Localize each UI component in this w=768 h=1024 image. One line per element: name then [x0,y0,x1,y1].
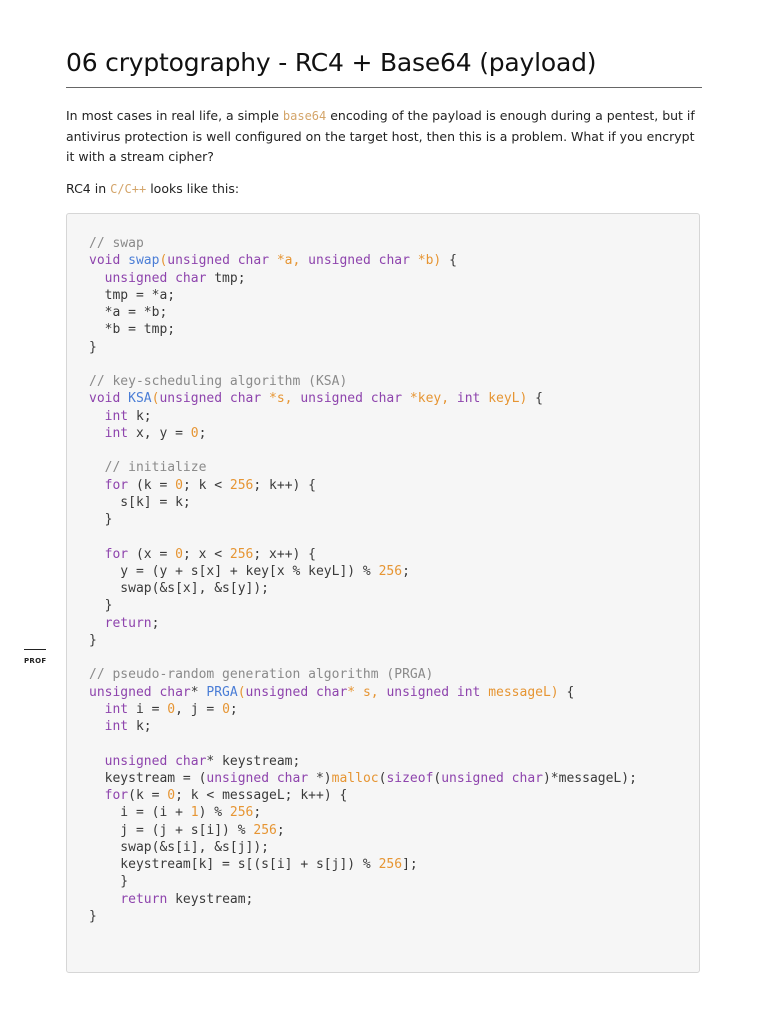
side-nav-label[interactable]: PROF [24,657,47,665]
code-line [89,304,637,321]
code-token: , j = [175,701,223,717]
code-line [89,770,637,787]
code-line [89,408,637,425]
code-token: *b) [417,253,450,269]
code-line [89,804,637,821]
code-token: unsigned int [386,684,489,700]
code-token: unsigned char [159,391,270,407]
code-token [89,719,105,734]
code-token: 0 [222,701,230,717]
code-token: 256 [229,546,254,562]
code-token: ; [151,615,160,631]
code-token: 1 [190,805,199,821]
code-token: *b = tmp; [89,322,176,338]
rc4-text-after: looks like this: [146,181,240,196]
code-line [89,908,637,925]
code-token: ( [378,770,387,786]
side-nav[interactable] [24,649,46,665]
inline-code-base64: base64 [282,109,327,123]
code-token: KSA [128,391,152,407]
code-token: 256 [229,477,254,493]
code-line [89,684,637,701]
code-token: (k = [135,477,176,493]
code-line [89,373,637,390]
code-line [89,615,637,632]
code-token: *a, [276,253,309,269]
code-token: 0 [175,546,183,562]
code-token [89,478,105,493]
code-token: keystream[k] = s[(s[i] + s[j]) % [89,857,379,872]
code-token: ; [253,805,262,821]
code-line [89,442,637,459]
code-token: // pseudo-random generation algorithm (PRGA) [89,667,434,683]
code-token: ]; [402,857,418,872]
code-token: // key-scheduling algorithm (KSA) [89,374,348,389]
code-token: for [104,788,129,803]
code-token [89,892,120,907]
code-line [89,787,637,804]
code-line [89,270,637,287]
code-token [89,754,105,769]
code-token: j = (j + s[i]) % [89,822,254,838]
code-line [89,425,637,442]
code-token: ; k < messageL; k++) { [175,788,348,803]
code-line [89,546,637,563]
code-token: // initialize [104,460,207,476]
code-token: return [120,891,176,907]
code-token: * s, [347,684,387,700]
code-line [89,891,637,908]
code-token: tmp = *a; [89,287,176,303]
code-token: for [104,477,136,493]
code-token: ; k++) { [253,477,317,493]
intro-text-after: encoding of the payload is enough during a pentest, but if antivirus protection is well configured on the target host, then this is a problem. What if you encrypt it with a stream cipher? [66,108,695,164]
code-token [89,460,105,475]
code-token: i = (i + [89,805,191,821]
code-token: } [89,339,97,355]
code-line [89,873,637,890]
code-token: } [89,512,113,527]
code-token: * [190,684,207,700]
code-token [89,702,105,717]
code-token: swap [128,253,160,269]
code-block[interactable] [66,213,700,973]
code-line [89,477,637,494]
code-token: sizeof [386,770,434,786]
code-token: int [104,425,136,441]
code-line [89,390,637,407]
code-token: *a = *b; [89,305,168,320]
rc4-text-before: RC4 in [66,181,111,196]
code-line [89,597,637,614]
code-token: (x = [135,546,176,562]
code-token: 0 [167,701,176,717]
code-token: ; [276,822,285,838]
code-token: )*messageL); [542,770,637,786]
code-token: ; x++) { [253,546,317,562]
code-token: keystream = ( [89,770,207,786]
code-token: (k = [128,788,168,803]
code-token: ( [159,253,168,269]
code-token: unsigned char [89,684,191,700]
code-token: swap(&s[i], &s[j]); [89,839,270,855]
code-token: ( [237,684,246,700]
code-token: } [89,908,97,924]
code-token: *key, [409,391,457,407]
code-line [89,666,637,683]
code-token: * keystream; [206,753,301,769]
code-token: int [456,391,489,407]
code-token: ) % [198,805,230,821]
page-title: 06 cryptography - RC4 + Base64 (payload) [66,48,597,77]
code-line [89,321,637,338]
code-token [89,616,105,631]
code-token: { [449,253,457,269]
code-token: return [104,615,152,631]
code-token: 0 [167,788,176,803]
code-token: // swap [89,236,144,251]
code-token: int [104,719,136,734]
code-line [89,701,637,718]
code-token: } [89,874,129,890]
code-token: for [104,546,136,562]
code-line [89,459,637,476]
code-line [89,252,637,269]
code-token: unsigned char [167,253,277,269]
code-token: { [535,391,543,407]
code-token: int [104,701,136,717]
code-token: 0 [190,425,199,441]
code-token: unsigned char [441,770,543,786]
code-line [89,339,637,356]
code-token: ( [433,770,442,786]
rc4-intro-paragraph [66,179,702,200]
code-token: ; [229,701,238,717]
code-token: tmp; [214,270,246,286]
code-line [89,494,637,511]
code-token [89,788,105,803]
code-token: void [89,253,129,269]
inline-code-language: C/C++ [110,182,147,196]
code-token: } [89,632,97,648]
code-token: keystream; [175,891,254,907]
code-token: void [89,391,129,407]
code-token: *) [315,770,332,786]
code-token: } [89,598,113,614]
code-token [89,271,105,286]
code-line [89,356,637,373]
code-token: unsigned char [308,253,418,269]
code-token [89,426,105,441]
code-token: unsigned char [104,753,207,769]
code-line [89,839,637,856]
code-line [89,287,637,304]
code-token: keyL) [488,391,536,407]
code-token: ; [402,563,410,579]
code-line [89,822,637,839]
code-line [89,718,637,735]
code-token: unsigned char [245,684,348,700]
code-token [89,547,105,562]
code-token: unsigned char [206,770,316,786]
code-line [89,735,637,752]
code-token: swap(&s[x], &s[y]); [89,581,270,596]
code-token: *s, [269,391,301,407]
code-token: s[k] = k; [89,494,191,510]
code-token: 256 [378,857,403,872]
code-token: int [104,408,136,424]
code-line [89,856,637,873]
code-line [89,753,637,770]
code-token: 256 [229,805,254,821]
code-line [89,632,637,649]
code-token: 256 [378,563,403,579]
code-token: k; [135,408,152,424]
code-token [89,409,105,424]
code-line [89,235,637,252]
code-token: 0 [175,477,183,493]
code-token: ; k < [182,477,230,493]
code-token: i = [135,701,168,717]
code-token: 256 [253,822,277,838]
code-token: x, y = [135,425,191,441]
intro-paragraph [66,106,702,168]
code-line [89,511,637,528]
code-token: ; [198,425,207,441]
title-divider [66,87,702,88]
code-token: { [566,684,575,700]
code-token: malloc [331,770,379,786]
side-nav-divider [24,649,46,650]
code-token: unsigned char [300,391,410,407]
code-token: k; [135,719,152,734]
code-token: unsigned char [104,270,215,286]
code-token: messageL) [488,684,567,700]
code-listing [89,235,637,925]
code-line [89,649,637,666]
code-line [89,528,637,545]
intro-text-before: In most cases in real life, a simple [66,108,283,123]
code-token: ; x < [182,546,230,562]
code-line [89,580,637,597]
code-token: y = (y + s[x] + key[x % keyL]) % [89,563,379,579]
code-token: PRGA [206,684,238,700]
code-token: ( [151,391,160,407]
code-line [89,563,637,580]
